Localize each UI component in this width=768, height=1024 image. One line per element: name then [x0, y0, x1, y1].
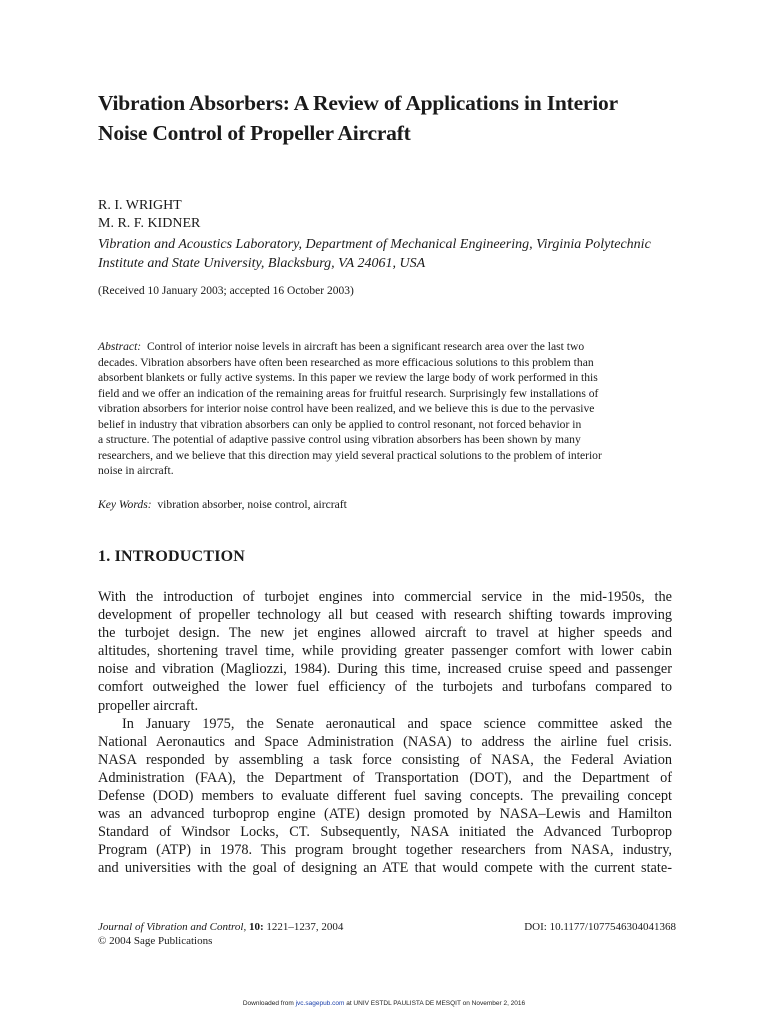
keywords	[98, 497, 347, 512]
abstract-text: Control of interior noise levels in aircraft has been a significant research area over the last two	[146, 340, 585, 353]
body-line: was an advanced turboprop engine (ATE) design promoted by NASA–Lewis and Hamilton	[98, 806, 672, 823]
affiliation-line: Institute and State University, Blacksburg, VA 24061, USA	[98, 255, 426, 271]
abstract-line: belief in industry that vibration absorbers can only be applied to control resonant, not forced behavior in	[98, 417, 582, 431]
journal-name: Journal of Vibration and Control,	[98, 921, 247, 933]
author-name: R. I. WRIGHT	[98, 198, 182, 213]
body-line: Administration (FAA), the Department of Transportation (DOT), and the Department of	[98, 769, 672, 786]
introduction-body	[98, 588, 672, 878]
received-dates: (Received 10 January 2003; accepted 16 October 2003)	[98, 285, 354, 297]
download-suffix: at UNIV ESTDL PAULISTA DE MESQIT on November 2, 2016	[346, 1000, 526, 1007]
title-line: Vibration Absorbers: A Review of Applications in Interior	[98, 91, 618, 115]
abstract-line: absorbent blankets or fully active systems. In this paper we review the large body of work performed in this	[98, 371, 598, 384]
abstract-line: a structure. The potential of adaptive passive control using vibration absorbers has been shown by many	[98, 433, 581, 446]
body-line: Defense (DOD) members to evaluate different fuel saving concepts. The prevailing concept	[98, 788, 672, 805]
abstract-line: decades. Vibration absorbers have often been researched as more efficacious solutions to this problem than	[98, 355, 594, 369]
body-line: development of propeller technology all but ceased with research shifting towards improving	[98, 607, 672, 624]
body-line: In January 1975, the Senate aeronautical and space science committee asked the	[122, 715, 672, 732]
abstract-line: vibration absorbers for interior noise control have been realized, and we believe this is due to the pervasive	[98, 402, 595, 415]
abstract-label: Abstract:	[98, 340, 142, 353]
title-line: Noise Control of Propeller Aircraft	[98, 121, 411, 145]
author-list	[98, 197, 200, 233]
abstract-line: noise in aircraft.	[98, 464, 174, 477]
journal-pages: 1221–1237, 2004	[266, 921, 344, 933]
author-name: M. R. F. KIDNER	[98, 216, 201, 231]
keywords-text: vibration absorber, noise control, aircraft	[157, 498, 347, 511]
keywords-label: Key Words:	[98, 498, 152, 511]
journal-volume: 10:	[248, 921, 264, 933]
download-notice	[0, 1000, 768, 1007]
abstract-line: field and we offer an indication of the remaining areas for fruitful research. Surprisingly few installations of	[98, 386, 599, 400]
body-line: and universities with the goal of designing an ATE that would compete with the current state-	[98, 860, 672, 877]
body-line: propeller aircraft.	[98, 697, 199, 714]
doi: DOI: 10.1177/1077546304041368	[524, 921, 676, 933]
abstract-line	[98, 339, 672, 355]
body-line: the turbojet design. The new jet engines allowed aircraft to travel at higher speeds and	[98, 625, 672, 642]
body-line: NASA responded by assembling a task force consisting of NASA, the Federal Aviation	[98, 751, 672, 768]
copyright-line: © 2004 Sage Publications	[98, 934, 213, 947]
source-link[interactable]: jvc.sagepub.com	[295, 1000, 345, 1007]
body-line: noise and vibration (Magliozzi, 1984). During this time, increased cruise speed and passenger	[98, 661, 672, 678]
body-line: Program (ATP) in 1978. This program brought together researchers from NASA, industry,	[98, 842, 672, 859]
section-heading: 1. INTRODUCTION	[98, 548, 246, 565]
body-line: comfort outweighed the lower fuel efficiency of the turbojets and turbofans compared to	[98, 679, 672, 696]
author-affiliation	[98, 236, 678, 273]
journal-citation	[98, 921, 343, 948]
citation-line	[98, 921, 343, 935]
paper-title	[98, 88, 678, 148]
body-line: National Aeronautics and Space Administration (NASA) to address the airline fuel crisis.	[98, 733, 672, 750]
body-line: With the introduction of turbojet engines into commercial service in the mid-1950s, the	[98, 589, 672, 605]
abstract	[98, 339, 672, 479]
affiliation-line: Vibration and Acoustics Laboratory, Department of Mechanical Engineering, Virginia Polytechnic	[98, 237, 651, 252]
download-prefix: Downloaded from	[242, 1000, 294, 1007]
abstract-line: researchers, and we believe that this direction may yield several practical solutions to the problem of interior	[98, 448, 602, 462]
body-line: Standard of Windsor Locks, CT. Subsequently, NASA initiated the Advanced Turboprop	[98, 824, 672, 841]
body-line: altitudes, shortening travel time, while providing greater passenger comfort with lower cabin	[98, 643, 672, 660]
